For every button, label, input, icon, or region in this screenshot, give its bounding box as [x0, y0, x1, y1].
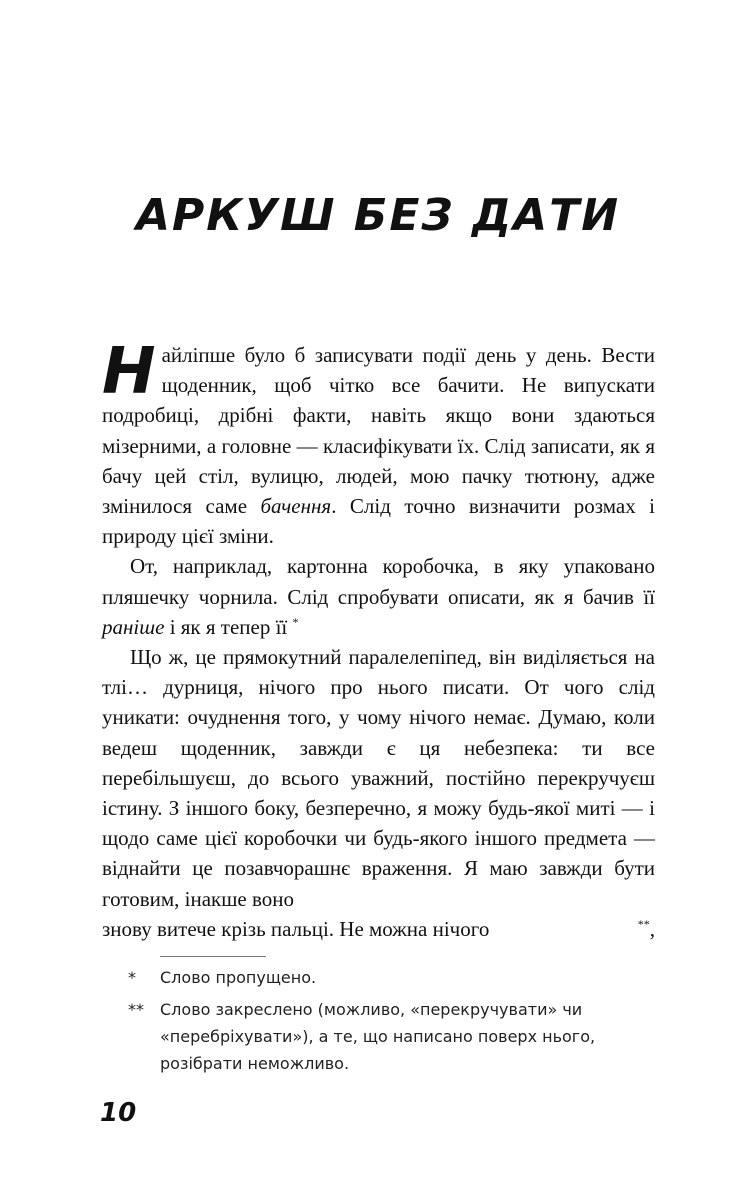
paragraph-2: От, наприклад, картонна коробочка, в яку упаковано пляшечку чорнила. Слід спробувати описати, як я бачив її раніше і як я тепер її *	[102, 554, 655, 639]
footnote-marker-2: **	[637, 916, 650, 931]
body-text	[102, 335, 655, 944]
chapter-title: АРКУШ БЕЗ ДАТИ	[135, 190, 621, 241]
footnote-1: * Слово пропущено.	[128, 968, 317, 987]
paragraph-3: Що ж, це прямокутний паралелепіпед, він виділяється на тлі… дурниця, нічого про нього писати. От чого слід уникати: очуднення того, у чому нічого немає. Думаю, коли ведеш щоденник, завжди є ця небезпека: ти все перебільшуєш, до всього уважний, постійно перекручуєш істину. З іншого боку, безперечно, я можу будь-якої миті — і щодо саме цієї коробочки чи будь-якого іншого предмета — віднайти це позавчорашнє враження. Я маю завжди бути готовим, інакше воно	[102, 645, 655, 911]
paragraph-1: Найліпше було б записувати події день у день. Вести щоденник, щоб чітко все бачити. Не випускати подробиці, дрібні факти, навіть якщо вони здаються мізерними, а головне — класифікувати їх. Слід записати, як я бачу цей стіл, вулицю, людей, мою пачку тютюну, адже змінилося саме бачення. Слід точно визначити розмах і природу цієї зміни.	[102, 335, 655, 549]
drop-cap: Н	[102, 335, 156, 409]
footnote-divider	[160, 956, 266, 957]
footnote-marker-1: *	[292, 614, 299, 629]
footnote-2: ** Слово закреслено (можливо, «перекручувати» чи «перебріхувати»), а те, що написано поверх нього, розібрати неможливо.	[128, 1000, 596, 1073]
paragraph-3-last-line: знову витече крізь пальці. Не можна нічого **,	[102, 916, 655, 941]
page-number: 10	[100, 1098, 137, 1128]
